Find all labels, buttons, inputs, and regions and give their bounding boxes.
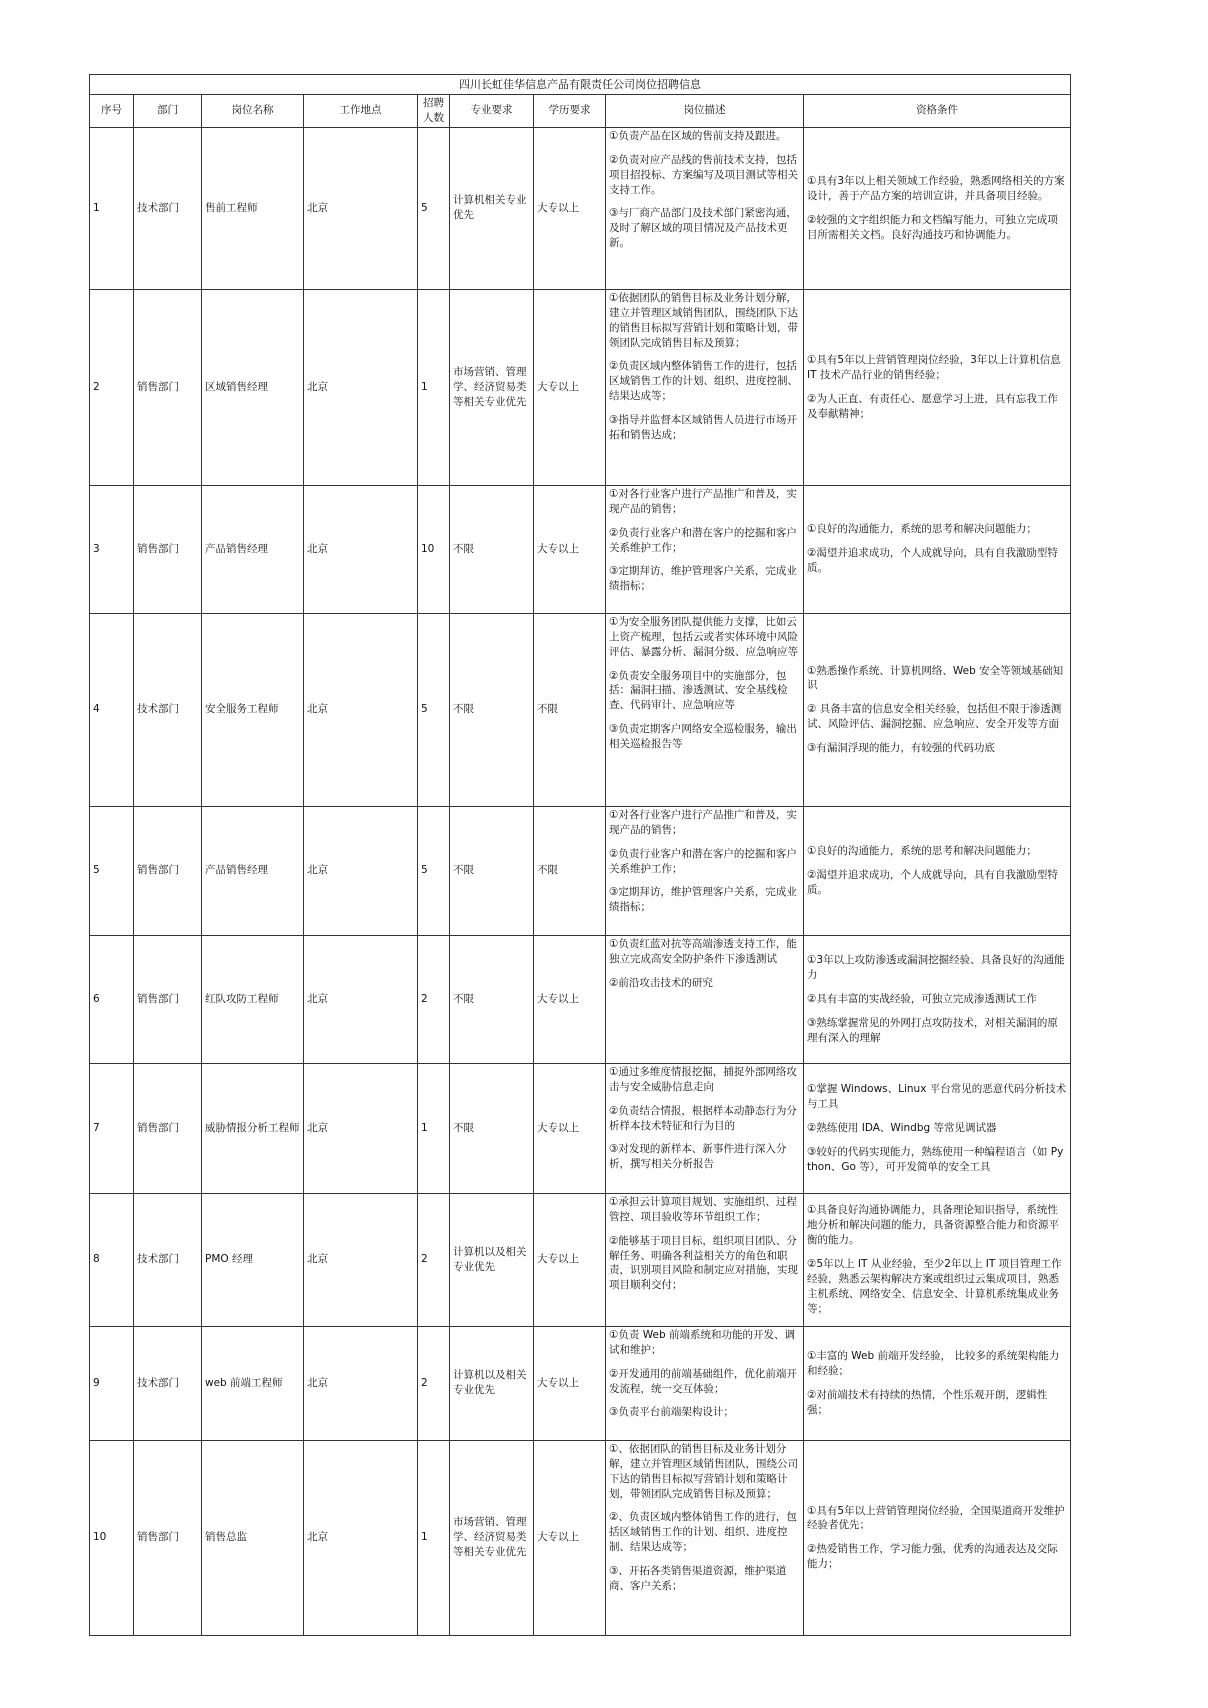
cell-description [606,1193,804,1326]
cell-dept: 技术部门 [134,127,202,289]
cell-qualification [804,1193,1071,1326]
cell-major: 市场营销、管理学、经济贸易类等相关专业优先 [450,289,534,485]
table-row [90,806,1071,935]
cell-major: 计算机相关专业优先 [450,127,534,289]
cell-major: 市场营销、管理学、经济贸易类等相关专业优先 [450,1440,534,1635]
description-item: ①对各行业客户进行产品推广和普及，实现产品的销售； [609,808,797,836]
table-body [90,127,1071,1635]
cell-dept: 销售部门 [134,289,202,485]
description-item: ①承担云计算项目规划、实施组织、过程管控、项目验收等环节组织工作； [609,1195,797,1223]
qualification-item: ①具有5年以上营销管理岗位经验，3年以上计算机信息 IT 技术产品行业的销售经验； [807,354,1061,381]
description-item: ①负责 Web 前端系统和功能的开发、调试和维护； [609,1328,795,1356]
cell-description [606,1063,804,1193]
cell-position: 产品销售经理 [202,485,304,613]
table-row [90,127,1071,289]
cell-major: 计算机以及相关专业优先 [450,1193,534,1326]
cell-position: 安全服务工程师 [202,613,304,806]
table-row [90,1063,1071,1193]
cell-no: 6 [90,935,134,1063]
description-item: ①通过多维度情报挖掘，捕捉外部网络攻击与安全威胁信息走向 [609,1065,797,1093]
cell-major: 不限 [450,485,534,613]
cell-no: 3 [90,485,134,613]
qualification-item: ②热爱销售工作，学习能力强，优秀的沟通表达及交际能力； [807,1543,1058,1571]
cell-qualification [804,127,1071,289]
qualification-item: ②渴望并追求成功，个人成就导向，具有自我激励型特质。 [807,868,1058,896]
cell-education: 大专以上 [534,935,606,1063]
header-no: 序号 [90,95,134,128]
cell-no: 8 [90,1193,134,1326]
cell-no: 1 [90,127,134,289]
description-item: ②负责结合情报，根据样本动静态行为分析样本技术特征和行为目的 [609,1104,797,1132]
header-qualification: 资格条件 [804,95,1071,128]
cell-position: 红队攻防工程师 [202,935,304,1063]
cell-location: 北京 [304,935,418,1063]
cell-dept: 技术部门 [134,613,202,806]
cell-count: 2 [418,1326,450,1440]
cell-dept: 销售部门 [134,806,202,935]
cell-qualification [804,289,1071,485]
cell-location: 北京 [304,806,418,935]
header-dept: 部门 [134,95,202,128]
cell-position: 售前工程师 [202,127,304,289]
cell-location: 北京 [304,1440,418,1635]
description-item: ②负责区域内整体销售工作的进行，包括区域销售工作的计划、组织、进度控制、结果达成等； [609,360,798,403]
qualification-item: ②5年以上 IT 从业经验，至少2年以上 IT 项目管理工作经验，熟悉云架构解决方案或组织过云集成项目，熟悉主机系统、网络安全、信息安全、计算机系统集成业务等； [807,1257,1062,1315]
header-major: 专业要求 [450,95,534,128]
cell-qualification [804,1440,1071,1635]
qualification-item: ②熟练使用 IDA、Windbg 等常见调试器 [807,1121,997,1134]
recruitment-sheet [89,74,1070,1636]
qualification-item: ①3年以上攻防渗透或漏洞挖掘经验、具备良好的沟通能力 [807,954,1065,981]
description-item: ②负责安全服务项目中的实施部分，包括：漏洞扫描、渗透测试、安全基线检查、代码审计、应急响应等 [609,669,788,712]
qualification-item: ①具备良好沟通协调能力，具备理论知识指导，系统性地分析和解决问题的能力，具备资源整合能力和资源平衡的能力。 [807,1204,1059,1246]
description-item: ①、依据团队的销售目标及业务计划分解，建立并管理区域销售团队，围绕公司下达的销售目标拟写营销计划和策略计划，带领团队完成销售目标及预算； [609,1442,798,1500]
cell-education: 大专以上 [534,1326,606,1440]
cell-education: 大专以上 [534,1063,606,1193]
cell-count: 1 [418,289,450,485]
description-item: ③对发现的新样本、新事件进行深入分析，撰写相关分析报告 [609,1143,787,1171]
qualification-item: ②渴望并追求成功，个人成就导向，具有自我激励型特质。 [807,547,1058,575]
cell-education: 大专以上 [534,485,606,613]
cell-qualification [804,613,1071,806]
cell-no: 2 [90,289,134,485]
cell-qualification [804,1063,1071,1193]
cell-location: 北京 [304,1193,418,1326]
cell-position: PMO 经理 [202,1193,304,1326]
cell-location: 北京 [304,1326,418,1440]
cell-location: 北京 [304,485,418,613]
cell-description [606,127,804,289]
cell-count: 10 [418,485,450,613]
cell-education: 大专以上 [534,289,606,485]
table-row [90,289,1071,485]
cell-dept: 技术部门 [134,1326,202,1440]
cell-location: 北京 [304,289,418,485]
qualification-item: ③较好的代码实现能力，熟练使用一种编程语言（如 Python、Go 等），可开发简单的安全工具 [807,1145,1064,1173]
qualification-item: ②对前端技术有持续的热情，个性乐观开朗，逻辑性强； [807,1388,1048,1416]
description-item: ③与厂商产品部门及技术部门紧密沟通，及时了解区域的项目情况及产品技术更新。 [609,207,797,250]
cell-major: 不限 [450,1063,534,1193]
description-item: ②、负责区域内整体销售工作的进行，包括区域销售工作的计划、组织、进度控制、结果达成等； [609,1511,797,1554]
cell-major: 不限 [450,935,534,1063]
description-item: ①负责产品在区域的售前支持及跟进。 [609,129,787,142]
qualification-item: ①具有5年以上营销管理岗位经验，全国渠道商开发维护经验者优先； [807,1504,1065,1532]
description-item: ①负责红蓝对抗等高端渗透支持工作，能独立完成高安全防护条件下渗透测试 [609,937,797,965]
cell-dept: 销售部门 [134,1440,202,1635]
recruitment-table [89,74,1071,1636]
table-row [90,1193,1071,1326]
cell-major: 不限 [450,806,534,935]
header-count: 招聘人数 [418,95,450,128]
cell-location: 北京 [304,1063,418,1193]
description-item: ①对各行业客户进行产品推广和普及，实现产品的销售； [609,487,797,515]
cell-education: 大专以上 [534,1440,606,1635]
description-item: ③负责平台前端架构设计； [609,1406,734,1419]
cell-no: 5 [90,806,134,935]
cell-description [606,289,804,485]
description-item: ②能够基于项目目标，组织项目团队、分解任务、明确各利益相关方的角色和职责，识别项目风险和制定应对措施，实现项目顺利交付； [609,1234,798,1292]
qualification-item: ①良好的沟通能力，系统的思考和解决问题能力； [807,523,1037,536]
cell-position: 区域销售经理 [202,289,304,485]
cell-count: 2 [418,935,450,1063]
cell-count: 5 [418,613,450,806]
cell-qualification [804,1326,1071,1440]
cell-description [606,613,804,806]
qualification-item: ②为人正直、有责任心、愿意学习上进，具有忘我工作及奉献精神； [807,392,1058,420]
cell-position: web 前端工程师 [202,1326,304,1440]
description-item: ③定期拜访，维护管理客户关系，完成业绩指标； [609,886,797,914]
cell-dept: 销售部门 [134,485,202,613]
table-row [90,1326,1071,1440]
cell-qualification [804,935,1071,1063]
description-item: ③、开拓各类销售渠道资源，维护渠道商、客户关系； [609,1565,787,1593]
cell-education: 大专以上 [534,1193,606,1326]
qualification-item: ①良好的沟通能力，系统的思考和解决问题能力； [807,844,1037,857]
cell-dept: 销售部门 [134,1063,202,1193]
description-item: ③定期拜访，维护管理客户关系，完成业绩指标； [609,565,797,593]
cell-qualification [804,485,1071,613]
header-position: 岗位名称 [202,95,304,128]
cell-education: 大专以上 [534,127,606,289]
header-education: 学历要求 [534,95,606,128]
header-description: 岗位描述 [606,95,804,128]
cell-no: 7 [90,1063,134,1193]
cell-count: 5 [418,127,450,289]
cell-qualification [804,806,1071,935]
cell-location: 北京 [304,127,418,289]
header-location: 工作地点 [304,95,418,128]
table-row [90,935,1071,1063]
description-item: ②负责行业客户和潜在客户的挖掘和客户关系维护工作； [609,847,797,875]
cell-major: 计算机以及相关专业优先 [450,1326,534,1440]
cell-no: 10 [90,1440,134,1635]
qualification-item: ①具有3年以上相关领域工作经验，熟悉网络相关的方案设计，善于产品方案的培训宣讲，并具备项目经验。 [807,175,1065,202]
table-row [90,1440,1071,1635]
cell-description [606,1326,804,1440]
qualification-item: ①熟悉操作系统、计算机网络、Web 安全等领域基础知识 [807,664,1064,692]
cell-description [606,935,804,1063]
cell-education: 不限 [534,806,606,935]
cell-description [606,806,804,935]
cell-position: 产品销售经理 [202,806,304,935]
description-item: ②负责行业客户和潜在客户的挖掘和客户关系维护工作； [609,526,797,554]
description-item: ①为安全服务团队提供能力支撑，比如云上资产梳理，包括云或者实体环境中风险评估、暴露分析、漏洞分级、应急响应等 [609,615,798,658]
cell-education: 不限 [534,613,606,806]
table-row [90,485,1071,613]
description-item: ②负责对应产品线的售前技术支持，包括项目招投标、方案编写及项目测试等相关支持工作。 [609,153,798,196]
cell-position: 销售总监 [202,1440,304,1635]
description-item: ①依据团队的销售目标及业务计划分解，建立并管理区域销售团队，围绕团队下达的销售目标拟写营销计划和策略计划，带领团队完成销售目标及预算； [609,291,798,349]
cell-count: 1 [418,1440,450,1635]
description-item: ③指导并监督本区域销售人员进行市场开拓和销售达成； [609,414,797,442]
cell-dept: 销售部门 [134,935,202,1063]
description-item: ③负责定期客户网络安全巡检服务，输出相关巡检报告等 [609,723,797,751]
cell-description [606,1440,804,1635]
cell-count: 5 [418,806,450,935]
table-title: 四川长虹佳华信息产品有限责任公司岗位招聘信息 [90,75,1071,95]
qualification-item: ② 具备丰富的信息安全相关经验，包括但不限于渗透测试、风险评估、漏洞挖掘、应急响应、安全开发等方面 [807,703,1062,731]
cell-count: 1 [418,1063,450,1193]
cell-no: 9 [90,1326,134,1440]
qualification-item: ③熟练掌握常见的外网打点攻防技术，对相关漏洞的原理有深入的理解 [807,1016,1058,1044]
cell-dept: 技术部门 [134,1193,202,1326]
qualification-item: ②较强的文字组织能力和文档编写能力，可独立完成项目所需相关文档。良好沟通技巧和协调能力。 [807,213,1058,241]
qualification-item: ①掌握 Windows、Linux 平台常见的恶意代码分析技术与工具 [807,1083,1067,1110]
cell-major: 不限 [450,613,534,806]
cell-no: 4 [90,613,134,806]
cell-location: 北京 [304,613,418,806]
cell-count: 2 [418,1193,450,1326]
cell-description [606,485,804,613]
qualification-item: ③有漏洞浮现的能力，有较强的代码功底 [807,742,995,755]
qualification-item: ①丰富的 Web 前端开发经验， 比较多的系统架构能力和经验； [807,1350,1060,1377]
cell-position: 威胁情报分析工程师 [202,1063,304,1193]
description-item: ②开发通用的前端基础组件，优化前端开发流程，统一交互体验； [609,1367,797,1395]
qualification-item: ②具有丰富的实战经验，可独立完成渗透测试工作 [807,992,1037,1005]
table-row [90,613,1071,806]
description-item: ②前沿攻击技术的研究 [609,976,713,989]
